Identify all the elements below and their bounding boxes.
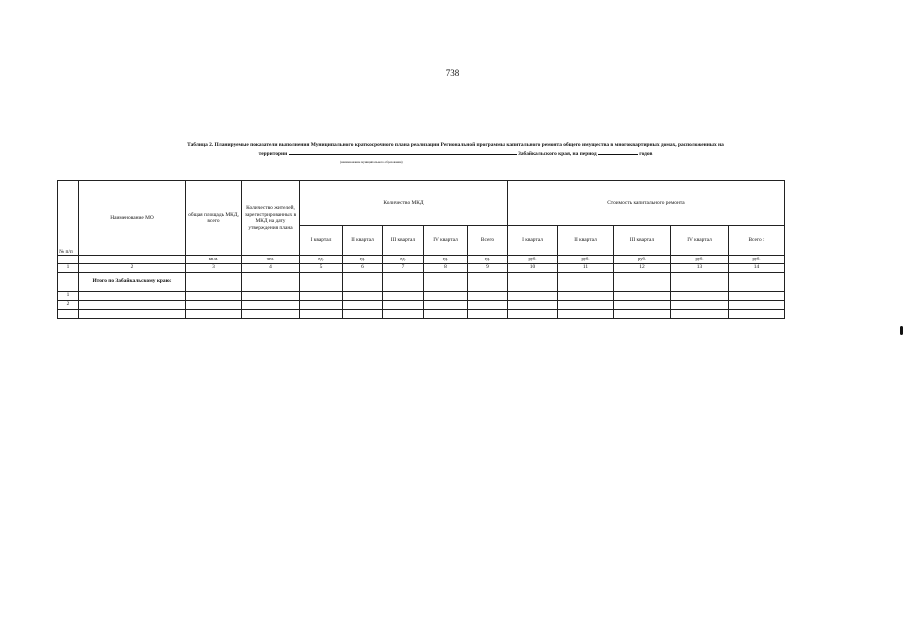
title-region-label: Забайкальского края, на период <box>517 151 597 157</box>
header-mkd-q2: II квартал <box>343 226 383 256</box>
row-cell <box>468 309 508 318</box>
row-cell <box>614 309 671 318</box>
column-number: 4 <box>242 263 300 272</box>
unit-cell: кв.м. <box>186 256 242 264</box>
row-cell <box>424 309 468 318</box>
row-cell <box>343 309 383 318</box>
total-cell <box>729 272 785 291</box>
header-cost-q3: III квартал <box>614 226 671 256</box>
table-row <box>58 309 785 318</box>
unit-cell: руб. <box>729 256 785 264</box>
municipality-blank <box>289 149 517 155</box>
total-cell <box>424 272 468 291</box>
row-cell <box>79 300 186 309</box>
column-number: 12 <box>614 263 671 272</box>
header-residents: Количество жителей, зарегистрированных в МКД на дату утверждения плана <box>242 181 300 256</box>
row-cell <box>300 300 343 309</box>
unit-cell: ед. <box>300 256 343 264</box>
row-cell <box>614 300 671 309</box>
period-blank <box>598 149 638 155</box>
row-cell <box>383 309 424 318</box>
column-numbers-row <box>58 263 785 272</box>
column-number: 1 <box>58 263 79 272</box>
header-repair-cost: Стоимость капитального ремонта <box>508 181 785 226</box>
total-row <box>58 272 785 291</box>
total-cell <box>58 272 79 291</box>
unit-cell: ед. <box>343 256 383 264</box>
row-cell <box>79 309 186 318</box>
header-mkd-count: Количество МКД <box>300 181 508 226</box>
header-num: № п/п <box>58 181 79 256</box>
row-cell <box>242 291 300 300</box>
municipality-note: (наименование муниципального образования) <box>340 160 403 164</box>
unit-cell: ед. <box>383 256 424 264</box>
indicators-table <box>57 180 785 319</box>
row-cell <box>383 300 424 309</box>
row-cell <box>424 291 468 300</box>
header-cost-q2: II квартал <box>558 226 614 256</box>
column-number: 10 <box>508 263 558 272</box>
page-number: 738 <box>445 68 460 78</box>
row-cell <box>424 300 468 309</box>
unit-cell: руб. <box>558 256 614 264</box>
title-years-label: годов <box>639 151 653 157</box>
row-cell <box>508 309 558 318</box>
header-cost-total: Всего : <box>729 226 785 256</box>
header-cost-q4: IV квартал <box>671 226 729 256</box>
header-mkd-q3: III квартал <box>383 226 424 256</box>
header-mkd-q1: I квартал <box>300 226 343 256</box>
total-label: Итого по Забайкальскому краю: <box>79 272 186 291</box>
column-number: 14 <box>729 263 785 272</box>
row-cell <box>558 300 614 309</box>
row-cell <box>508 291 558 300</box>
column-number: 7 <box>383 263 424 272</box>
scan-edge-mark <box>900 326 903 335</box>
row-cell <box>186 291 242 300</box>
total-cell <box>300 272 343 291</box>
header-mkd-q4: IV квартал <box>424 226 468 256</box>
header-area: общая площадь МКД, всего <box>186 181 242 256</box>
units-row <box>58 256 785 264</box>
total-cell <box>671 272 729 291</box>
row-cell <box>558 309 614 318</box>
total-cell <box>558 272 614 291</box>
total-cell <box>468 272 508 291</box>
row-cell <box>383 291 424 300</box>
header-mkd-total: Всего <box>468 226 508 256</box>
row-cell <box>468 291 508 300</box>
row-number: 1 <box>58 291 79 300</box>
row-cell <box>186 309 242 318</box>
row-cell <box>242 300 300 309</box>
title-line-2 <box>58 149 853 158</box>
table-row <box>58 291 785 300</box>
row-number <box>58 309 79 318</box>
header-name: Наименование МО <box>79 181 186 256</box>
unit-cell: чел. <box>242 256 300 264</box>
row-cell <box>79 291 186 300</box>
column-number: 6 <box>343 263 383 272</box>
row-cell <box>186 300 242 309</box>
title-territory-label: территории <box>258 151 288 157</box>
row-cell <box>300 309 343 318</box>
row-cell <box>300 291 343 300</box>
unit-cell <box>58 256 79 264</box>
total-cell <box>343 272 383 291</box>
unit-cell: руб. <box>508 256 558 264</box>
row-cell <box>343 291 383 300</box>
unit-cell <box>79 256 186 264</box>
row-cell <box>508 300 558 309</box>
total-cell <box>383 272 424 291</box>
column-number: 2 <box>79 263 186 272</box>
row-cell <box>614 291 671 300</box>
row-cell <box>242 309 300 318</box>
unit-cell: ед. <box>424 256 468 264</box>
total-cell <box>614 272 671 291</box>
row-cell <box>468 300 508 309</box>
table-title <box>58 141 853 158</box>
title-line-1: Таблица 2. Планируемые показатели выполнения Муниципального краткосрочного плана реализации Региональной программы капитального ремонта общего имущества в многоквартирных домах, расположенных на <box>187 142 724 148</box>
row-cell <box>729 309 785 318</box>
row-cell <box>671 291 729 300</box>
total-cell <box>186 272 242 291</box>
row-number: 2 <box>58 300 79 309</box>
header-row-1 <box>58 181 785 226</box>
unit-cell: руб. <box>671 256 729 264</box>
column-number: 8 <box>424 263 468 272</box>
total-cell <box>508 272 558 291</box>
row-cell <box>558 291 614 300</box>
row-cell <box>343 300 383 309</box>
column-number: 3 <box>186 263 242 272</box>
column-number: 13 <box>671 263 729 272</box>
unit-cell: руб. <box>614 256 671 264</box>
header-cost-q1: I квартал <box>508 226 558 256</box>
row-cell <box>729 300 785 309</box>
column-number: 11 <box>558 263 614 272</box>
column-number: 5 <box>300 263 343 272</box>
total-cell <box>242 272 300 291</box>
table-row <box>58 300 785 309</box>
unit-cell: ед. <box>468 256 508 264</box>
column-number: 9 <box>468 263 508 272</box>
row-cell <box>671 300 729 309</box>
row-cell <box>729 291 785 300</box>
row-cell <box>671 309 729 318</box>
